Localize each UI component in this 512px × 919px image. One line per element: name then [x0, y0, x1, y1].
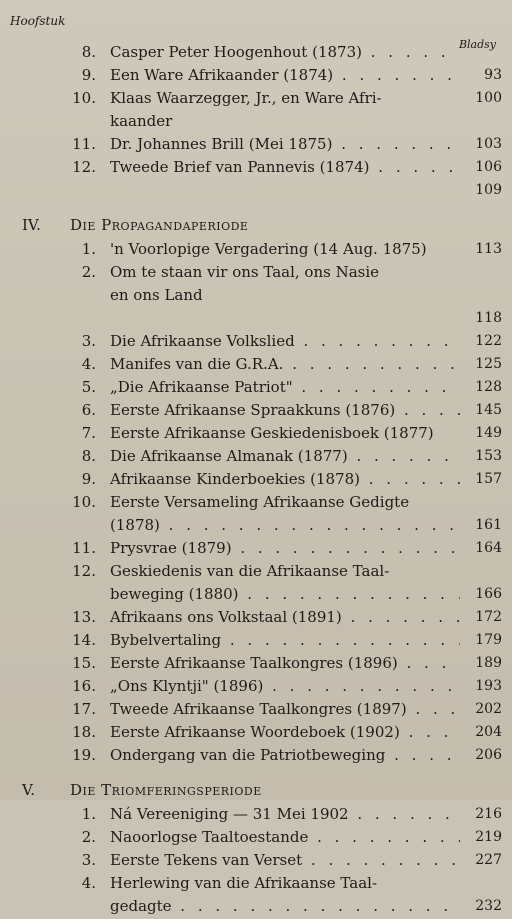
- entry-page-number: 109: [475, 182, 502, 198]
- entry-title: Een Ware Afrikaander (1874) . . .: [110, 65, 460, 85]
- entry-number: 3.: [81, 332, 96, 350]
- entry-number: 16.: [72, 677, 96, 695]
- toc-entry: [0, 561, 512, 584]
- entry-number: 9.: [81, 470, 96, 488]
- entry-title: Afrikaans ons Volkstaal (1891) . . .: [110, 607, 460, 627]
- entry-page-number: 145: [475, 402, 502, 418]
- toc-entry: [0, 180, 512, 203]
- entry-number: 12.: [72, 562, 96, 580]
- entry-title: Herlewing van die Afrikaanse Taal-: [110, 874, 378, 892]
- entry-page-number: 122: [475, 333, 502, 349]
- toc-entry: [0, 630, 512, 653]
- entry-number: 10.: [72, 493, 96, 511]
- entry-number: 4.: [81, 874, 96, 892]
- toc-entry: [0, 88, 512, 111]
- entry-title: en ons Land: [110, 286, 203, 304]
- entry-number: 14.: [72, 631, 96, 649]
- entry-title: Die Afrikaanse Volkslied . . .: [110, 331, 460, 351]
- toc-entry: [0, 653, 512, 676]
- entry-page-number: 103: [475, 136, 502, 152]
- entry-page-number: 206: [475, 747, 502, 763]
- entry-number: 19.: [72, 746, 96, 764]
- entry-title: Dr. Johannes Brill (Mei 1875) . . .: [110, 134, 460, 154]
- entry-number: 6.: [81, 401, 96, 419]
- entry-title: kaander: [110, 112, 173, 130]
- entry-page-number: 93: [484, 67, 502, 83]
- entry-page-number: 189: [475, 655, 502, 671]
- toc-entry: [0, 850, 512, 873]
- entry-title: Casper Peter Hoogenhout (1873) . . .: [110, 42, 460, 62]
- entry-number: 7.: [81, 424, 96, 442]
- section-title: Die Triomferingsperiode: [70, 781, 262, 799]
- entry-page-number: 118: [475, 310, 502, 326]
- entry-title: Afrikaanse Kinderboekies (1878) . . .: [110, 469, 460, 489]
- entry-number: 10.: [72, 89, 96, 107]
- entry-title: Manifes van die G.R.A. . . .: [110, 354, 460, 374]
- entry-title: Om te staan vir ons Taal, ons Nasie: [110, 263, 380, 281]
- entry-title: Die Afrikaanse Almanak (1877) . . .: [110, 446, 460, 466]
- toc-entry: [0, 804, 512, 827]
- toc-entry: [0, 896, 512, 919]
- toc-entry: [0, 423, 512, 446]
- entry-title: Ná Vereeniging — 31 Mei 1902 . . .: [110, 804, 460, 824]
- entry-title: Geskiedenis van die Afrikaanse Taal-: [110, 562, 390, 580]
- entry-title: Eerste Tekens van Verset . . .: [110, 850, 460, 870]
- toc-entry: [0, 400, 512, 423]
- toc-entry: [0, 239, 512, 262]
- toc-entry: [0, 722, 512, 745]
- entry-page-number: 216: [475, 806, 502, 822]
- entry-page-number: 100: [475, 90, 502, 106]
- toc-entry: [0, 42, 512, 65]
- toc-entry: [0, 157, 512, 180]
- entry-number: 18.: [72, 723, 96, 741]
- toc-entry: [0, 607, 512, 630]
- entry-number: 3.: [81, 851, 96, 869]
- toc-entry: [0, 134, 512, 157]
- entry-title: Bybelvertaling . . .: [110, 630, 460, 650]
- entry-number: 5.: [81, 378, 96, 396]
- entry-page-number: 219: [475, 829, 502, 845]
- entry-page-number: 113: [475, 241, 502, 257]
- entry-page-number: 166: [475, 586, 502, 602]
- entry-page-number: 125: [475, 356, 502, 372]
- entry-number: 2.: [81, 263, 96, 281]
- toc-entry: [0, 308, 512, 331]
- entry-page-number: 149: [475, 425, 502, 441]
- toc-entry: [0, 354, 512, 377]
- entry-title: „Die Afrikaanse Patriot" . . .: [110, 377, 460, 397]
- toc-entry: [0, 377, 512, 400]
- entry-page-number: 153: [475, 448, 502, 464]
- entry-title: „Ons Klyntji" (1896) . . .: [110, 676, 460, 696]
- section-number: IV.: [22, 216, 41, 234]
- entry-page-number: 128: [475, 379, 502, 395]
- toc-entry: [0, 285, 512, 308]
- toc-entry: [0, 515, 512, 538]
- entry-number: 4.: [81, 355, 96, 373]
- entry-title: Naoorlogse Taaltoestande . . .: [110, 827, 460, 847]
- toc-entry: [0, 584, 512, 607]
- section-number: V.: [22, 781, 35, 799]
- entry-page-number: 172: [475, 609, 502, 625]
- entry-title: gedagte . . .: [110, 896, 460, 916]
- entry-number: 11.: [72, 135, 96, 153]
- entry-page-number: 202: [475, 701, 502, 717]
- entry-number: 1.: [81, 240, 96, 258]
- entry-number: 8.: [81, 43, 96, 61]
- entry-title: 'n Voorlopige Vergadering (14 Aug. 1875): [110, 240, 427, 258]
- entry-number: 11.: [72, 539, 96, 557]
- header-hoofstuk: Hoofstuk: [10, 14, 66, 28]
- entry-number: 13.: [72, 608, 96, 626]
- entry-number: 17.: [72, 700, 96, 718]
- toc-entry: [0, 745, 512, 768]
- entry-title: Eerste Afrikaanse Woordeboek (1902) . . .: [110, 722, 460, 742]
- entry-number: 12.: [72, 158, 96, 176]
- toc-entry: [0, 676, 512, 699]
- entry-page-number: 204: [475, 724, 502, 740]
- entry-number: 1.: [81, 805, 96, 823]
- toc-entry: [0, 111, 512, 134]
- entry-title: Ondergang van die Patriotbeweging . . .: [110, 745, 460, 765]
- toc-entry: [0, 262, 512, 285]
- entry-title: Eerste Versameling Afrikaanse Gedigte: [110, 493, 410, 511]
- entry-page-number: 106: [475, 159, 502, 175]
- entry-title: Eerste Afrikaanse Geskiedenisboek (1877): [110, 424, 434, 442]
- entry-number: 8.: [81, 447, 96, 465]
- toc-entry: [0, 699, 512, 722]
- table-of-contents: [0, 42, 512, 919]
- entry-title: Prysvrae (1879) . . .: [110, 538, 460, 558]
- entry-number: 15.: [72, 654, 96, 672]
- entry-page-number: 232: [475, 898, 502, 914]
- toc-entry: [0, 873, 512, 896]
- entry-page-number: 161: [475, 517, 502, 533]
- toc-entry: [0, 827, 512, 850]
- entry-title: beweging (1880) . . .: [110, 584, 460, 604]
- entry-page-number: 157: [475, 471, 502, 487]
- entry-number: 9.: [81, 66, 96, 84]
- entry-page-number: 193: [475, 678, 502, 694]
- entry-page-number: 164: [475, 540, 502, 556]
- header-bladsy: Bladsy: [458, 38, 496, 51]
- entry-page-number: 227: [475, 852, 502, 868]
- section-heading: [0, 211, 512, 239]
- entry-title: Klaas Waarzegger, Jr., en Ware Afri-: [110, 89, 382, 107]
- entry-title: Eerste Afrikaanse Spraakkuns (1876) . . .: [110, 400, 460, 420]
- entry-number: 2.: [81, 828, 96, 846]
- toc-entry: [0, 469, 512, 492]
- toc-entry: [0, 331, 512, 354]
- toc-entry: [0, 538, 512, 561]
- toc-entry: [0, 492, 512, 515]
- section-title: Die Propagandaperiode: [70, 216, 249, 234]
- entry-title: Tweede Afrikaanse Taalkongres (1897) . . .: [110, 699, 460, 719]
- toc-entry: [0, 446, 512, 469]
- entry-title: Eerste Afrikaanse Taalkongres (1896) . . .: [110, 653, 460, 673]
- entry-title: Tweede Brief van Pannevis (1874) . . .: [110, 157, 460, 177]
- entry-title: (1878) . . .: [110, 515, 460, 535]
- toc-entry: [0, 65, 512, 88]
- entry-page-number: 179: [475, 632, 502, 648]
